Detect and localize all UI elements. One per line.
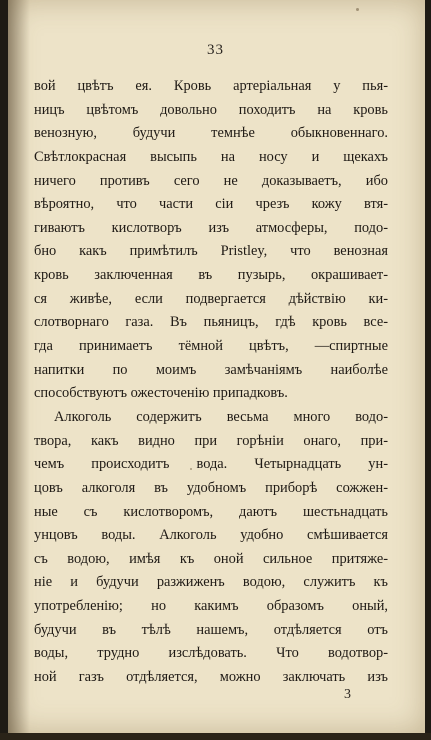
text-line: ніе и будучи разжиженъ водою, служитъ къ [34,574,388,591]
text-line: съ водою, имѣя къ оной сильное притяже- [34,550,388,567]
text-line: венозную, будучи темнѣе обыкновеннаго. [34,125,388,142]
text-line: ной газъ отдѣляется, можно заключать изъ [34,669,388,686]
text-line: воды, трудно изслѣдовать. Что водотвор- [34,645,388,662]
text-line: гда принимаетъ тёмной цвѣтъ, —спиртные [34,338,388,355]
body-text [34,75,388,690]
text-line: будучи въ тѣлѣ нашемъ, отдѣляется отъ [34,621,388,638]
text-line: ничего противъ сего не доказываетъ, ибо [34,172,388,189]
text-line: чемъ происходитъ вода. Четырнадцать ун- [34,456,388,473]
text-line: унцовъ воды. Алкоголь удобно смѣшивается [34,527,388,544]
text-line: кровь заключенная въ пузырь, окрашивает- [34,267,388,284]
text-line: вой цвѣтъ ея. Кровь артеріальная у пья- [34,78,388,94]
text-line: бно какъ примѣтилъ Pristley, что венозная [34,243,388,260]
text-line: ницъ цвѣтомъ довольно походитъ на кровь [34,101,388,118]
text-line: вѣроятно, что части сіи чрезъ кожу втя- [34,196,388,213]
text-line: ся живѣе, если подвергается дѣйствію ки- [34,290,388,307]
signature-mark: 3 [344,687,351,702]
text-line: твора, какъ видно при горѣніи онаго, при- [34,432,388,449]
text-line: способствуютъ ожесточенію припадковъ. [34,385,288,402]
page-bottom-edge [0,733,431,740]
text-line: слотворнаго газа. Въ пьяницъ, гдѣ кровь все- [34,314,388,331]
text-line: напитки по моимъ замѣчаніямъ наиболѣе [34,361,388,378]
text-line: употребленію; но какимъ образомъ оный, [34,598,388,615]
text-line: гиваютъ кислотворъ изъ атмосферы, подо- [34,219,388,236]
text-line: цовъ алкоголя въ удобномъ приборѣ сожжен- [34,479,388,496]
text-line: ные съ кислотворомъ, даютъ шестьнадцать [34,503,388,520]
text-line: Алкоголь содержитъ весьма много водо- [54,408,388,425]
spine-shadow [8,0,30,733]
page-number: 33 [207,42,224,58]
text-line: Свѣтлокрасная высыпь на носу и щекахъ [34,148,388,165]
paper-speck [356,8,359,11]
